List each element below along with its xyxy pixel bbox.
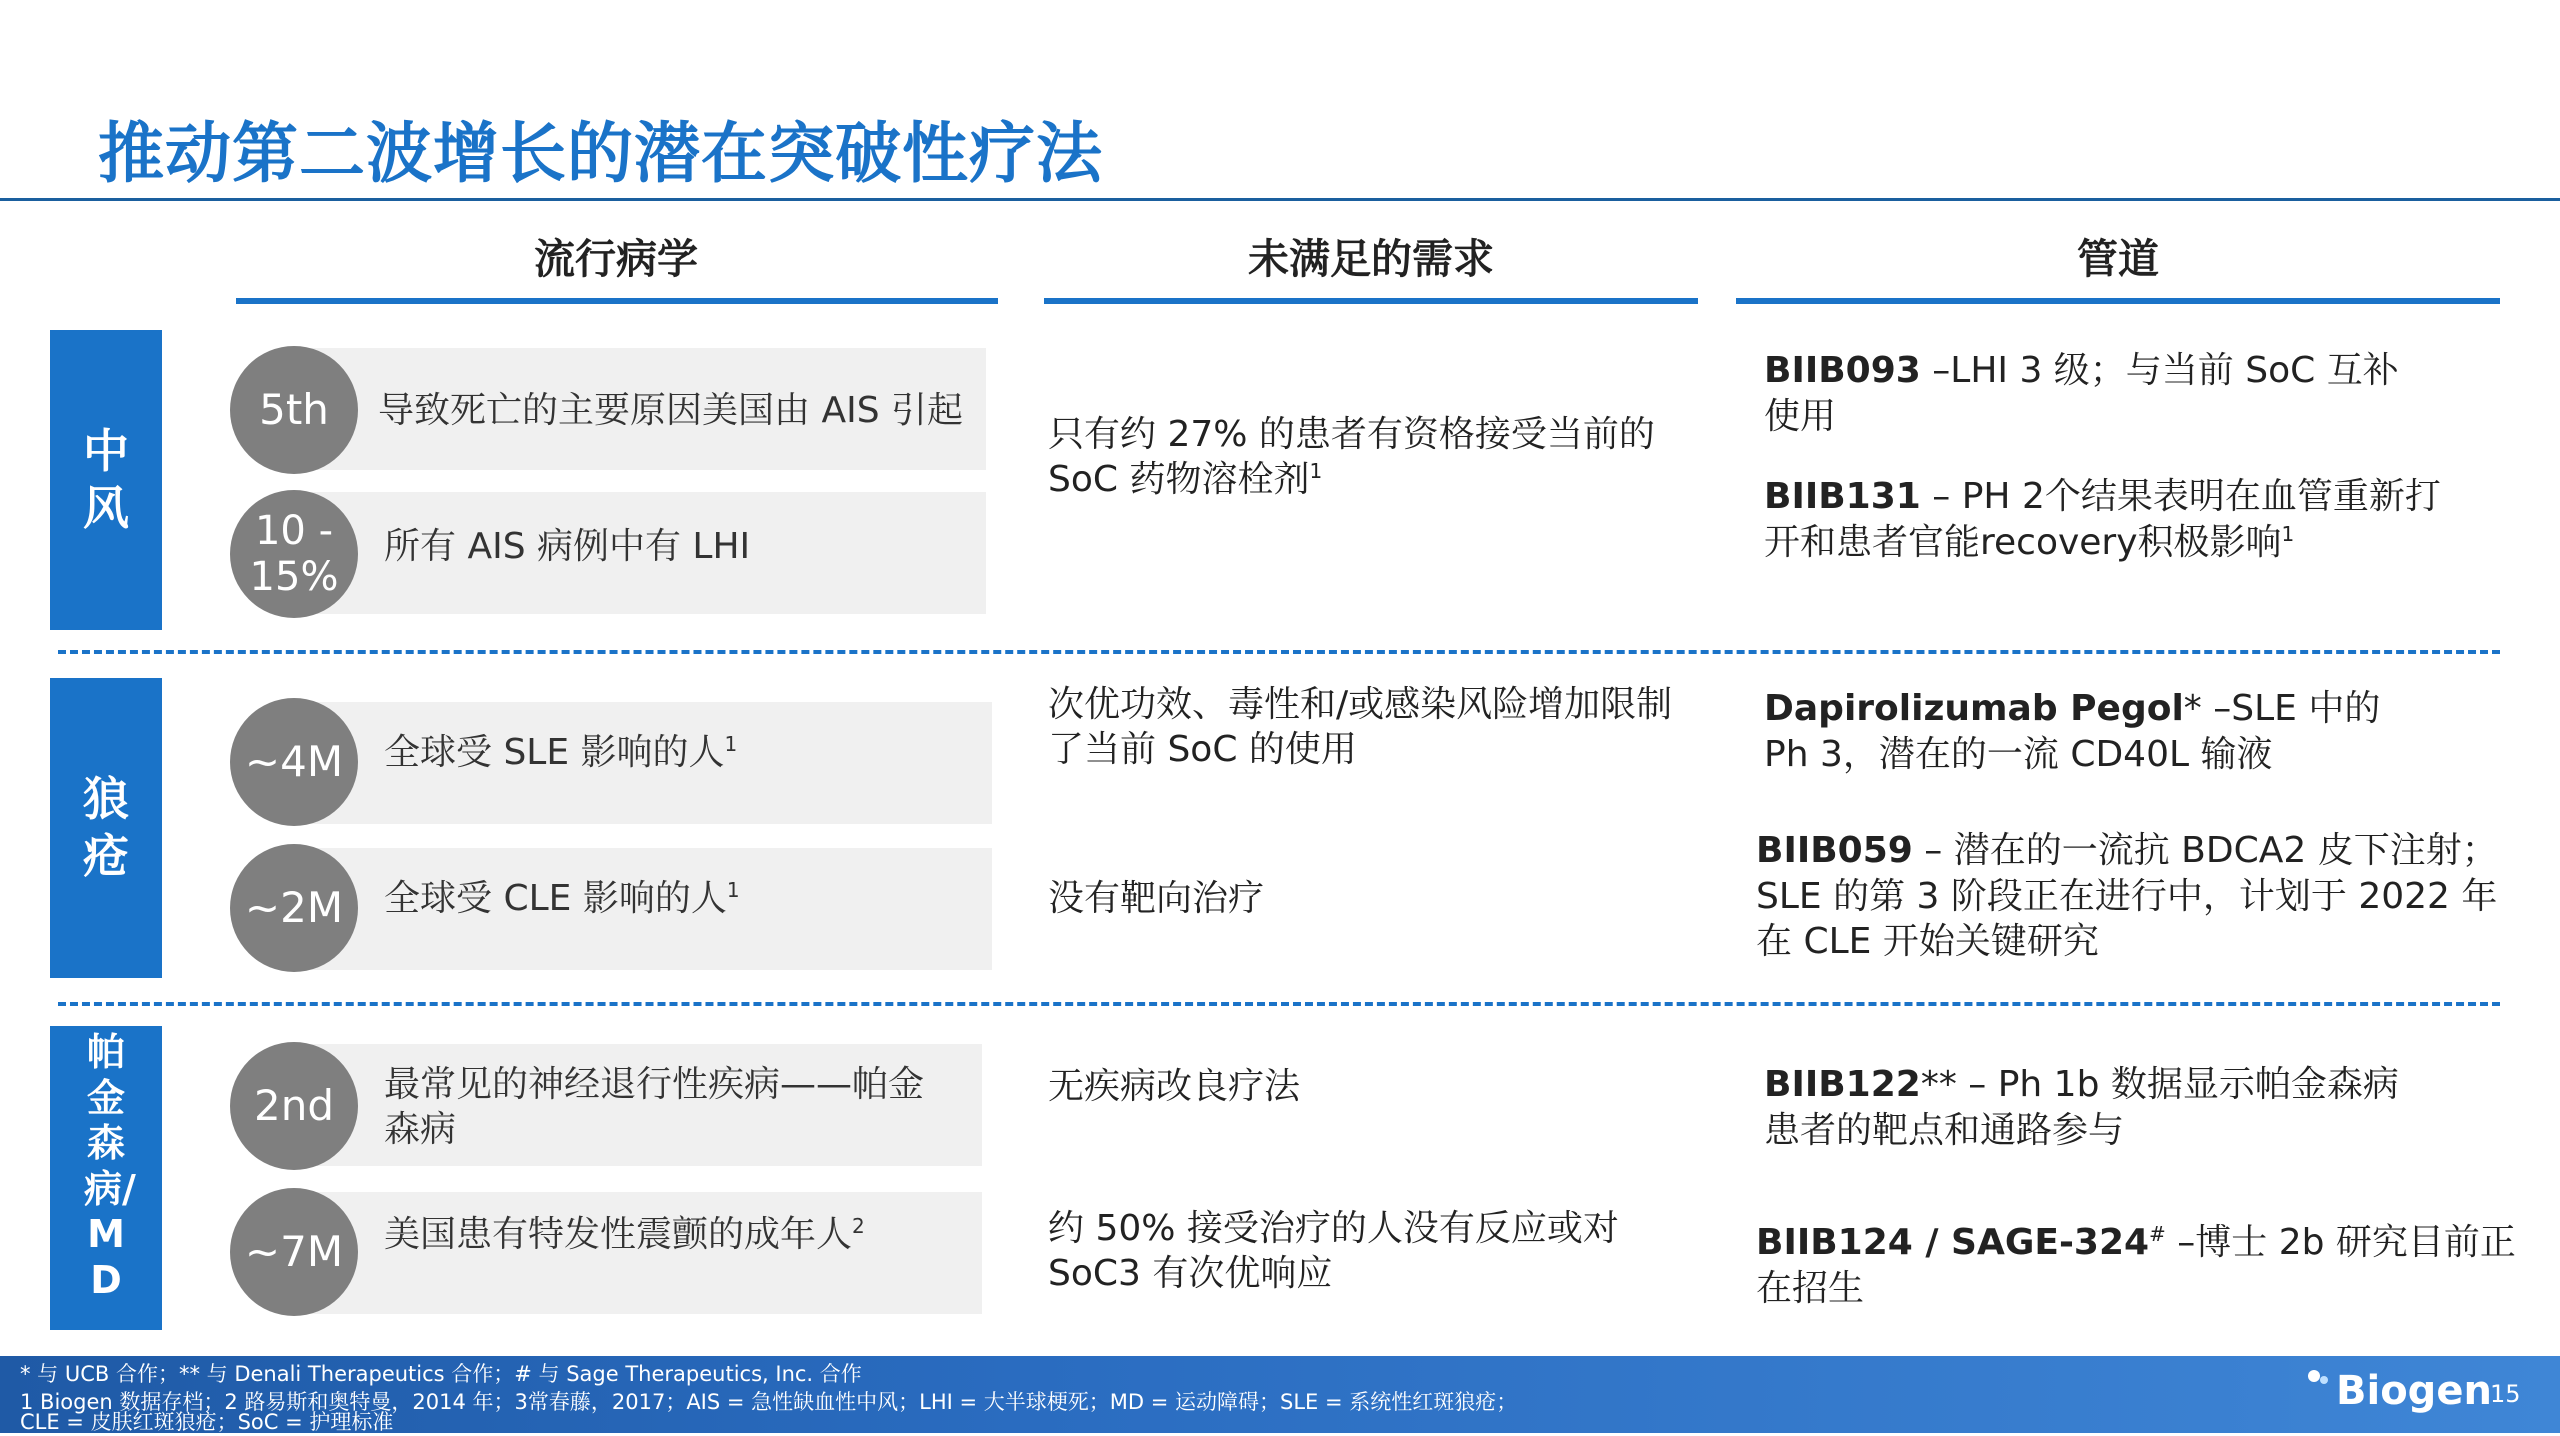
row-divider [58, 1002, 2500, 1006]
pipeline-item: BIIB124 / SAGE-324# –博士 2b 研究目前正在招生 [1756, 1222, 2516, 1309]
footnote-collaboration: * 与 UCB 合作；** 与 Denali Therapeutics 合作；# 与 Sage Therapeutics, Inc. 合作 [20, 1362, 862, 1386]
pipeline-item: BIIB093 –LHI 3 级；与当前 SoC 互补使用 [1764, 350, 2399, 437]
row-label-parkinsons-md: 帕金森病/MD [50, 1026, 162, 1330]
row-divider [58, 650, 2500, 654]
page-number: 15 [2490, 1380, 2521, 1408]
column-header-pipeline: 管道 [2077, 235, 2159, 283]
column-header-unmet-need: 未满足的需求 [1248, 235, 1494, 283]
footnote-sources: 1 Biogen 数据存档；2 路易斯和奥特曼，2014 年；3常春藤，2017；AIS = 急性缺血性中风；LHI = 大半球梗死；MD = 运动障碍；SLE = 系统性红斑狼疮； [20, 1390, 1518, 1414]
stat-text: 美国患有特发性震颤的成年人$^2$ [384, 1214, 865, 1255]
page-title: 推动第二波增长的潜在突破性疗法 [98, 115, 1103, 192]
stat-text: 最常见的神经退行性疾病——帕金森病 [384, 1064, 925, 1150]
pipeline-item: BIIB059 – 潜在的一流抗 BDCA2 皮下注射；SLE 的第 3 阶段正在进行中，计划于 2022 年在 CLE 开始关键研究 [1756, 830, 2498, 963]
pipeline-item: BIIB122** – Ph 1b 数据显示帕金森病患者的靶点和通路参与 [1764, 1064, 2399, 1151]
column-header-epidemiology: 流行病学 [534, 235, 698, 283]
unmet-need-text: 约 50% 接受治疗的人没有反应或对 SoC3 有次优响应 [1048, 1208, 1619, 1294]
row-label-lupus: 狼疮 [50, 678, 162, 978]
stat-circle: 2nd [230, 1042, 358, 1170]
column-rule-unmet-need [1044, 298, 1698, 304]
unmet-need-text: 无疾病改良疗法 [1048, 1066, 1301, 1107]
pipeline-item: BIIB131 – PH 2个结果表明在血管重新打开和患者官能recovery积极影响$^1$ [1764, 476, 2441, 563]
pipeline-item: Dapirolizumab Pegol* –SLE 中的 Ph 3，潜在的一流 CD40L 输液 [1764, 688, 2381, 775]
column-rule-pipeline [1736, 298, 2500, 304]
stat-text: 所有 AIS 病例中有 LHI [384, 526, 751, 567]
title-divider [0, 198, 2560, 201]
stat-text: 全球受 SLE 影响的人$^1$ [384, 732, 738, 773]
stat-circle: 10 - 15% [230, 490, 358, 618]
stat-circle: 5th [230, 346, 358, 474]
footnote-abbreviations: CLE = 皮肤红斑狼疮；SoC = 护理标准 [20, 1410, 394, 1434]
biogen-logo: Biogen [2306, 1368, 2492, 1414]
biogen-logo-icon [2306, 1368, 2332, 1394]
row-label-stroke: 中风 [50, 330, 162, 630]
unmet-need-text: 只有约 27% 的患者有资格接受当前的 SoC 药物溶栓剂$^1$ [1048, 414, 1655, 500]
stat-circle: ~2M [230, 844, 358, 972]
stat-text: 导致死亡的主要原因美国由 AIS 引起 [378, 390, 963, 431]
unmet-need-text: 次优功效、毒性和/或感染风险增加限制了当前 SoC 的使用 [1048, 684, 1673, 770]
column-rule-epidemiology [236, 298, 998, 304]
unmet-need-text: 没有靶向治疗 [1048, 878, 1265, 919]
stat-text: 全球受 CLE 影响的人$^1$ [384, 878, 740, 919]
stat-circle: ~4M [230, 698, 358, 826]
stat-circle: ~7M [230, 1188, 358, 1316]
